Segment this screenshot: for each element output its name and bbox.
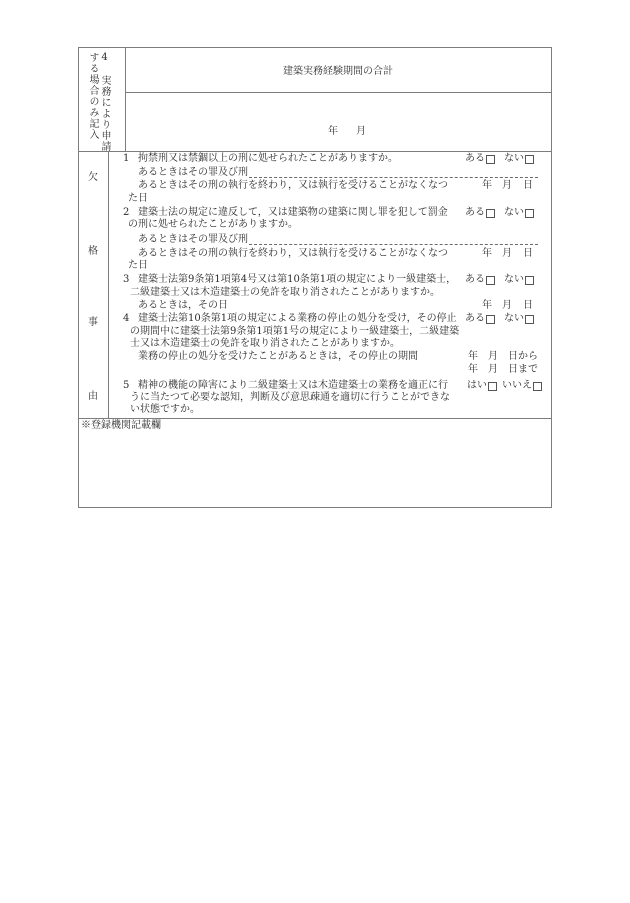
month-unit: 月 <box>502 248 512 259</box>
month-unit: 月 <box>488 351 498 362</box>
option-no-4[interactable] <box>504 313 534 325</box>
crime-label: あるときはその罪及び刑 <box>138 167 248 178</box>
crime-and-penalty-field-2[interactable] <box>249 237 538 245</box>
checkbox[interactable] <box>486 276 495 285</box>
option-label: ある <box>465 274 485 285</box>
suspension-period-label: 業務の停止の処分を受けたことがあるときは，その停止の期間 <box>138 351 418 362</box>
checkbox[interactable] <box>486 155 495 164</box>
option-no-2[interactable] <box>504 207 534 219</box>
checkbox[interactable] <box>486 209 495 218</box>
year-unit: 年 <box>482 180 492 191</box>
year-unit: 年 <box>328 126 338 137</box>
day-unit: 日 <box>523 180 533 191</box>
item-question-cont: い状態ですか。 <box>130 404 200 415</box>
experience-total-field[interactable] <box>126 93 550 150</box>
option-label: ない <box>504 207 524 218</box>
registry-entry-area[interactable] <box>79 434 550 506</box>
checkbox[interactable] <box>533 382 542 391</box>
day-from-unit: 日から <box>508 351 538 362</box>
checkbox[interactable] <box>525 315 534 324</box>
option-yes-4[interactable] <box>465 313 495 325</box>
option-label: ある <box>465 313 485 324</box>
item-question-cont: 二級建築士又は木造建築士の免許を取り消されたことがありますか。 <box>130 287 440 298</box>
item-question: 建築士法の規定に違反して，又は建築物の建築に関し罪を犯して罰金 <box>138 207 448 218</box>
day-unit: 日 <box>523 248 533 259</box>
option-label: ある <box>465 207 485 218</box>
item-question-cont: の刑に処せられたことがありますか。 <box>128 219 298 230</box>
item-number: 5 <box>123 380 130 391</box>
divider <box>108 151 109 418</box>
item-number: 3 <box>123 274 130 285</box>
option-label: ない <box>504 313 524 324</box>
option-yes-5[interactable] <box>467 380 497 392</box>
option-yes-3[interactable] <box>465 274 495 286</box>
disqualification-label-char: 事 <box>88 317 98 328</box>
date-label: あるときは，その日 <box>138 300 228 311</box>
item-question: 建築士法第10条第1項の規定による業務の停止の処分を受け，その停止 <box>138 313 457 324</box>
option-no-3[interactable] <box>504 274 534 286</box>
checkbox[interactable] <box>525 276 534 285</box>
crime-label: あるときはその罪及び刑 <box>138 234 248 245</box>
end-date-label: あるときはその刑の執行を終わり，又は執行を受けることがなくなつ <box>138 248 448 259</box>
experience-side-label-col1: 4 実務により申請 <box>99 52 110 152</box>
option-label: ない <box>504 153 524 164</box>
day-until-unit: 日まで <box>508 364 538 375</box>
option-label: いいえ <box>502 380 532 391</box>
crime-and-penalty-field-1[interactable] <box>249 170 538 178</box>
month-unit: 月 <box>488 364 498 375</box>
end-date-label: あるときはその刑の執行を終わり，又は執行を受けることがなくなつ <box>138 180 448 191</box>
year-unit: 年 <box>482 300 492 311</box>
checkbox[interactable] <box>488 382 497 391</box>
day-unit: 日 <box>523 300 533 311</box>
year-unit: 年 <box>468 351 478 362</box>
disqualification-label-char: 格 <box>88 246 98 257</box>
option-no-1[interactable] <box>504 153 534 165</box>
item-number: 1 <box>123 153 130 164</box>
option-yes-1[interactable] <box>465 153 495 165</box>
item-number: 4 <box>123 313 130 324</box>
year-unit: 年 <box>468 364 478 375</box>
checkbox[interactable] <box>525 155 534 164</box>
experience-total-title: 建築実務経験期間の合計 <box>283 66 393 77</box>
option-no-5[interactable] <box>502 380 542 392</box>
item-question: 拘禁刑又は禁錮以上の刑に処せられたことがありますか。 <box>138 153 398 164</box>
disqualification-label-char: 由 <box>88 391 98 402</box>
end-date-label-cont: た日 <box>128 193 148 204</box>
option-label: ない <box>504 274 524 285</box>
disqualification-label-char: 欠 <box>88 172 98 183</box>
divider <box>78 151 551 152</box>
month-unit: 月 <box>356 126 366 137</box>
end-date-label-cont: た日 <box>128 260 148 271</box>
registry-section-label: ※登録機関記載欄 <box>81 420 161 431</box>
item-question-cont: うに当たつて必要な認知，判断及び意思疎通を適切に行うことができな <box>130 392 450 403</box>
item-number: 2 <box>123 207 130 218</box>
checkbox[interactable] <box>525 209 534 218</box>
month-unit: 月 <box>502 300 512 311</box>
item-question-cont: の期間中に建築士法第9条第1項第1号の規定により一級建築士，二級建築 <box>130 326 460 337</box>
option-yes-2[interactable] <box>465 207 495 219</box>
month-unit: 月 <box>502 180 512 191</box>
option-label: ある <box>465 153 485 164</box>
year-unit: 年 <box>482 248 492 259</box>
experience-side-label-col2: する場合のみ記入 <box>87 52 98 140</box>
item-question: 建築士法第9条第1項第4号又は第10条第1項の規定により一級建築士， <box>138 274 457 285</box>
item-question: 精神の機能の障害により二級建築士又は木造建築士の業務を適正に行 <box>138 380 448 391</box>
checkbox[interactable] <box>486 315 495 324</box>
divider <box>78 418 551 419</box>
item-question-cont: 士又は木造建築士の免許を取り消されたことがありますか。 <box>130 338 400 349</box>
option-label: はい <box>467 380 487 391</box>
